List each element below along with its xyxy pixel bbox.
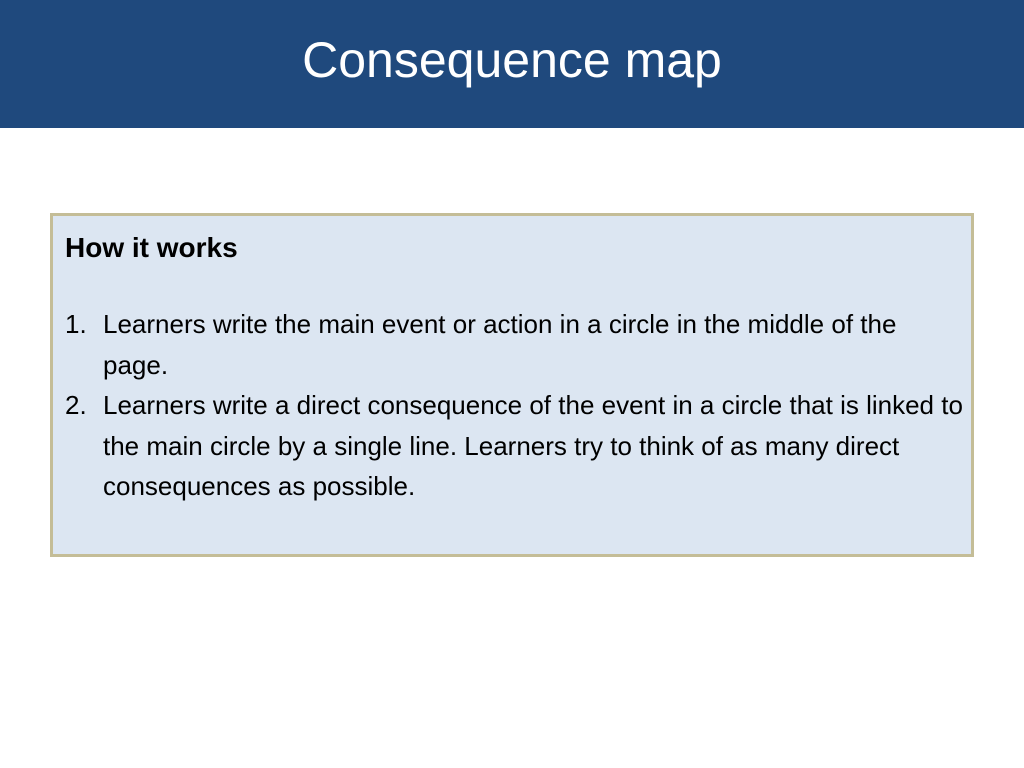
slide-title: Consequence map xyxy=(302,32,722,88)
step-item xyxy=(65,304,965,385)
steps-list xyxy=(65,304,965,507)
step-text: Learners write the main event or action in a circle in the middle of the page. xyxy=(103,309,897,380)
step-item xyxy=(65,385,965,507)
step-text: Learners write a direct consequence of the event in a circle that is linked to the main circle by a single line. Learners try to think of as many direct consequences as possible. xyxy=(103,390,963,501)
step-number: 1. xyxy=(65,309,87,339)
box-heading: How it works xyxy=(65,232,238,263)
step-number: 2. xyxy=(65,390,87,420)
how-it-works-box xyxy=(50,213,974,557)
title-bar xyxy=(0,0,1024,128)
